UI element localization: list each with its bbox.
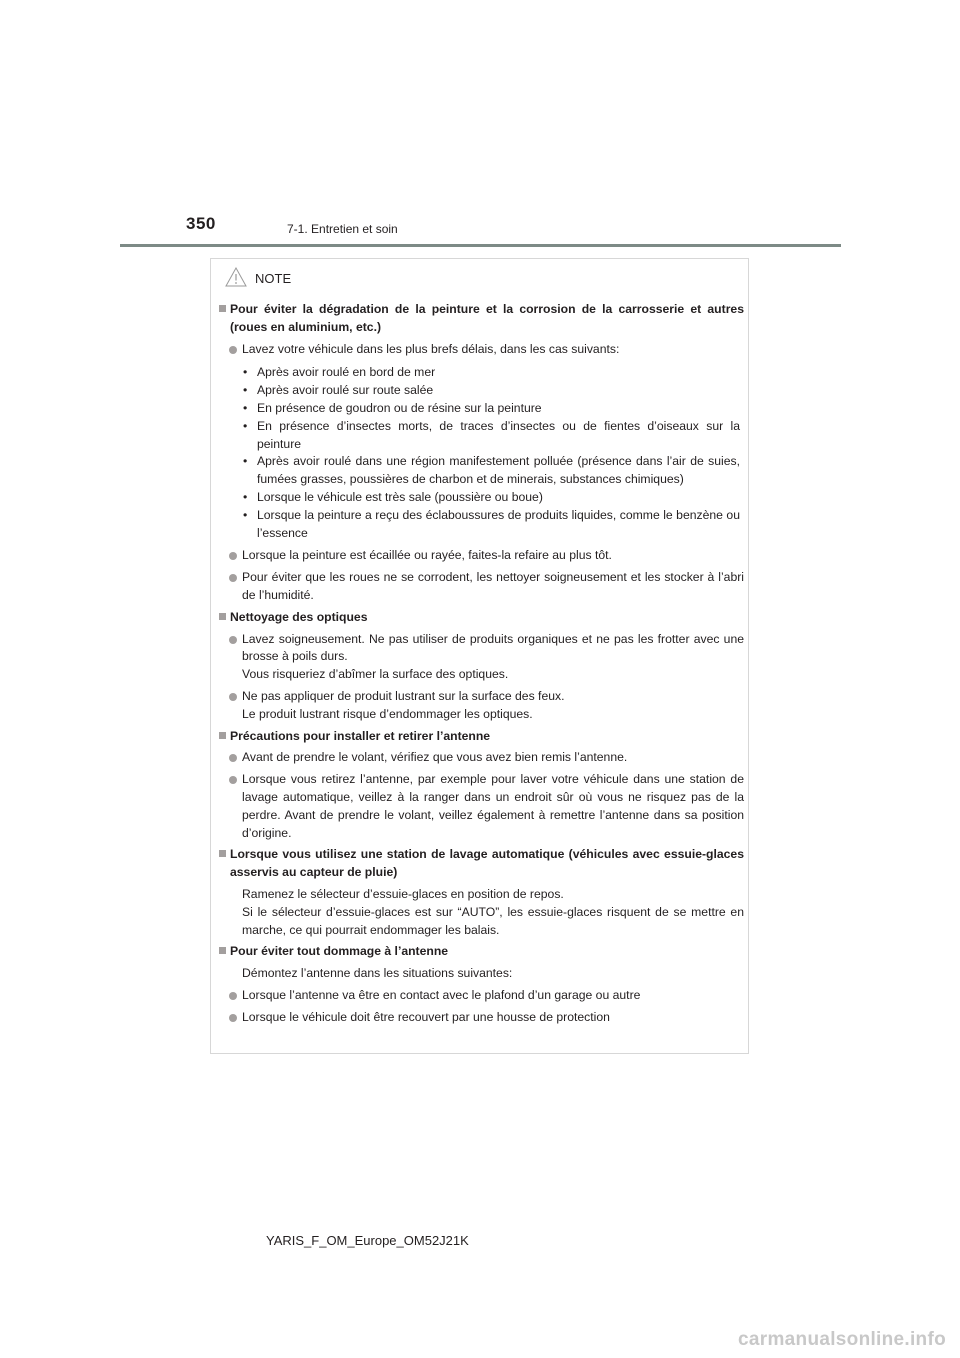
- warning-triangle-icon: [225, 267, 247, 287]
- section-heading: Précautions pour installer et retirer l’antenne: [219, 728, 744, 746]
- square-bullet-icon: [219, 850, 226, 857]
- sub-item: • En présence d’insectes morts, de traces d’insectes ou de fientes d’oiseaux sur la peinture: [243, 418, 740, 451]
- bullet-item: Lavez votre véhicule dans les plus brefs délais, dans les cas suivants:: [219, 341, 744, 359]
- footer-code: YARIS_F_OM_Europe_OM52J21K: [266, 1233, 469, 1248]
- sub-item: • Après avoir roulé en bord de mer: [219, 364, 744, 382]
- sub-item: • En présence de goudron ou de résine sur la peinture: [219, 400, 744, 418]
- sub-bullet-mark: •: [243, 418, 248, 433]
- sub-bullet-mark: •: [243, 365, 248, 380]
- dot-bullet-icon: [229, 1014, 237, 1022]
- section-heading: Pour éviter tout dommage à l’antenne: [219, 943, 744, 961]
- note-content: [219, 301, 744, 1030]
- sub-item: • Lorsque la peinture a reçu des éclaboussures de produits liquides, comme le benzène ou l’essence: [243, 507, 740, 540]
- section-heading: Pour éviter la dégradation de la peinture et la corrosion de la carrosserie et autres (roues en aluminium, etc.): [219, 301, 744, 337]
- dot-bullet-icon: [229, 992, 237, 1000]
- dot-bullet-icon: [229, 574, 237, 582]
- dot-bullet-icon: [229, 636, 237, 644]
- sub-list: [219, 364, 744, 542]
- paragraph: Démontez l’antenne dans les situations suivantes:: [242, 966, 513, 981]
- square-bullet-icon: [219, 947, 226, 954]
- square-bullet-icon: [219, 732, 226, 739]
- square-bullet-icon: [219, 305, 226, 312]
- sub-bullet-mark: •: [243, 454, 248, 469]
- sub-item: • Après avoir roulé dans une région manifestement polluée (présence dans l’air de suies, fumées grasses, poussières de charbon et de minerais, substances chimiques): [243, 454, 740, 487]
- paragraph: Ramenez le sélecteur d’essuie-glaces en position de repos. Si le sélecteur d’essuie-glaces est sur “AUTO”, les essuie-glaces risquent de se mettre en marche, ce qui pourrait endommager les balais.: [242, 886, 744, 937]
- bullet-item: Lavez soigneusement. Ne pas utiliser de produits organiques et ne pas les frotter avec une brosse à poils durs. Vous risqueriez d’abîmer la surface des optiques.: [219, 631, 744, 684]
- bullet-item: Pour éviter que les roues ne se corrodent, les nettoyer soigneusement et les stocker à l’abri de l’humidité.: [219, 569, 744, 605]
- sub-item: • Après avoir roulé sur route salée: [219, 382, 744, 400]
- section-heading: Nettoyage des optiques: [219, 609, 744, 627]
- dot-bullet-icon: [229, 776, 237, 784]
- sub-bullet-mark: •: [243, 400, 248, 415]
- dot-bullet-icon: [229, 552, 237, 560]
- section-title: 7-1. Entretien et soin: [287, 222, 398, 236]
- sub-item: • Lorsque le véhicule est très sale (poussière ou boue): [219, 489, 744, 507]
- dot-bullet-icon: [229, 346, 237, 354]
- bullet-item: Lorsque le véhicule doit être recouvert par une housse de protection: [219, 1009, 744, 1027]
- bullet-item: Lorsque l’antenne va être en contact avec le plafond d’un garage ou autre: [219, 987, 744, 1005]
- section-heading: Lorsque vous utilisez une station de lavage automatique (véhicules avec essuie-glaces asservis au capteur de pluie): [219, 846, 744, 882]
- square-bullet-icon: [219, 613, 226, 620]
- dot-bullet-icon: [229, 693, 237, 701]
- sub-bullet-mark: •: [243, 383, 248, 398]
- note-box: [210, 258, 749, 1054]
- sub-bullet-mark: •: [243, 489, 248, 504]
- header-rule: [120, 244, 841, 247]
- dot-bullet-icon: [229, 754, 237, 762]
- note-label: NOTE: [255, 270, 292, 286]
- bullet-item: Ne pas appliquer de produit lustrant sur la surface des feux. Le produit lustrant risque d’endommager les optiques.: [219, 688, 744, 724]
- page-number: 350: [186, 214, 216, 233]
- watermark: carmanualsonline.info: [738, 1329, 946, 1350]
- bullet-item: Avant de prendre le volant, vérifiez que vous avez bien remis l’antenne.: [219, 749, 744, 767]
- bullet-item: Lorsque vous retirez l’antenne, par exemple pour laver votre véhicule dans une station de lavage automatique, veillez à la ranger dans un endroit sûr où vous ne risquez pas de la perdre. Avant de prendre le volant, veillez également à remettre l’antenne dans sa position d’origine.: [219, 771, 744, 842]
- note-header: [225, 265, 291, 289]
- bullet-item: Lorsque la peinture est écaillée ou rayée, faites-la refaire au plus tôt.: [219, 547, 744, 565]
- sub-bullet-mark: •: [243, 507, 248, 522]
